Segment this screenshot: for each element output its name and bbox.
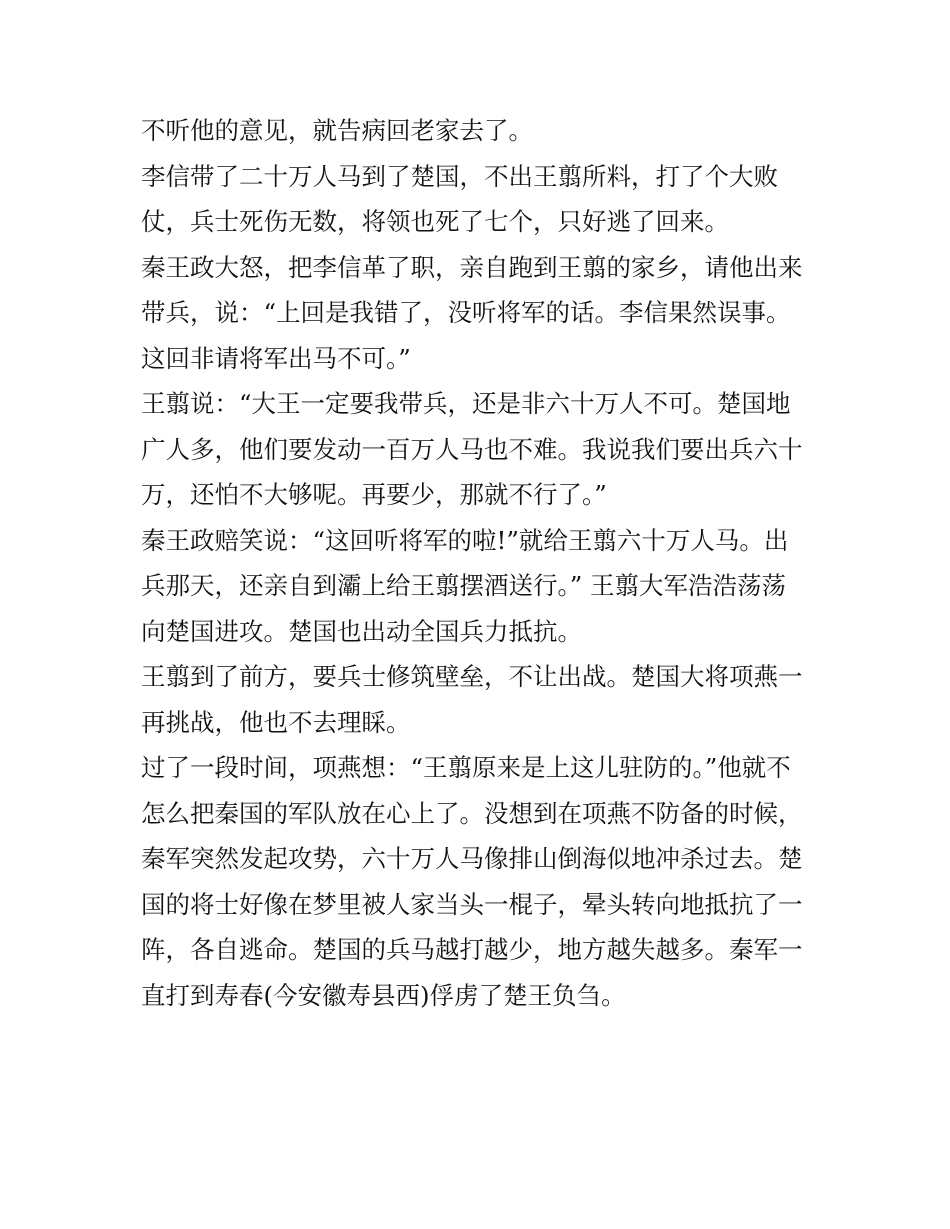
text-line: 王翦到了前方，要兵士修筑壁垒，不让出战。楚国大将项燕一: [141, 662, 803, 691]
text-line: 怎么把秦国的军队放在心上了。没想到在项燕不防备的时候，: [141, 798, 803, 828]
text-line: 直打到寿春(今安徽寿县西)俘虏了楚王负刍。: [141, 980, 626, 1010]
text-line: 向楚国进攻。楚国也出动全国兵力抵抗。: [141, 616, 582, 646]
text-line: 带兵，说：“上回是我错了，没听将军的话。李信果然误事。: [141, 298, 791, 327]
text-line: 这回非请将军出马不可。”: [141, 343, 411, 373]
text-line: 秦王政大怒，把李信革了职，亲自跑到王翦的家乡，请他出来: [141, 252, 803, 282]
text-line: 王翦说：“大王一定要我带兵，还是非六十万人不可。楚国地: [141, 389, 791, 418]
text-line: 秦王政赔笑说：“这回听将军的啦!”就给王翦六十万人马。出: [141, 525, 789, 555]
text-line: 仗，兵士死伤无数，将领也死了七个，只好逃了回来。: [141, 207, 729, 236]
text-line: 过了一段时间，项燕想：“王翦原来是上这儿驻防的。”他就不: [141, 753, 791, 782]
text-line: 阵，各自逃命。楚国的兵马越打越少，地方越失越多。秦军一: [141, 935, 803, 964]
text-line: 国的将士好像在梦里被人家当头一棍子，晕头转向地抵抗了一: [141, 889, 803, 919]
text-line: 再挑战，他也不去理睬。: [141, 707, 411, 737]
text-line: 李信带了二十万人马到了楚国，不出王翦所料，打了个大败: [141, 161, 778, 191]
text-line: 万，还怕不大够呢。再要少，那就不行了。”: [141, 480, 607, 509]
text-line: 秦军突然发起攻势，六十万人马像排山倒海似地冲杀过去。楚: [141, 844, 803, 873]
body-text: [141, 108, 821, 1018]
text-line: 广人多，他们要发动一百万人马也不难。我说我们要出兵六十: [141, 434, 803, 464]
text-line: 不听他的意见，就告病回老家去了。: [141, 116, 533, 145]
text-line: 兵那天，还亲自到灞上给王翦摆酒送行。” 王翦大军浩浩荡荡: [141, 571, 787, 600]
